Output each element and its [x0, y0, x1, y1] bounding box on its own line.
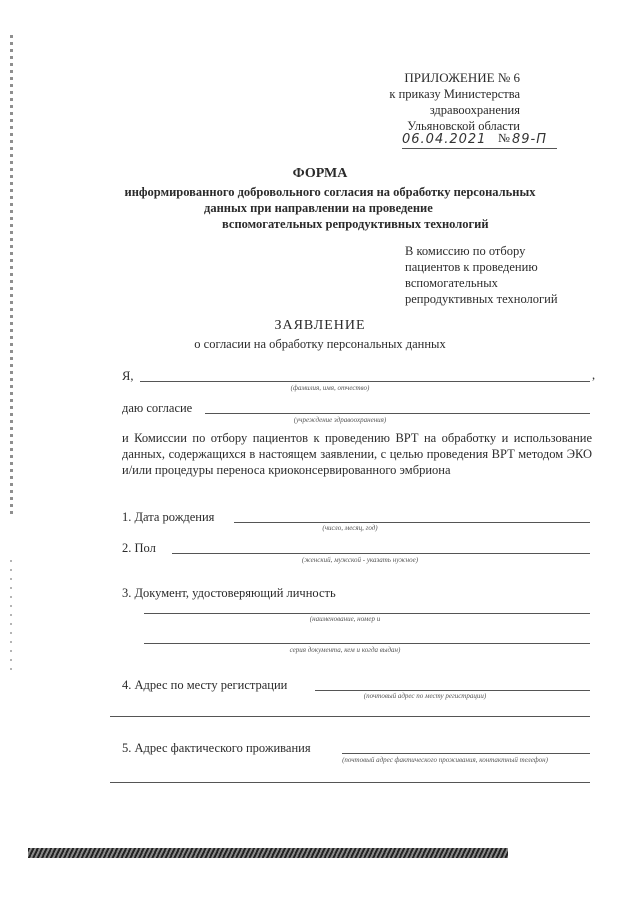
- sex-hint: (женский, мужской - указать нужное): [301, 556, 419, 564]
- id-document-hint-2: серия документа, кем и когда выдан): [289, 646, 401, 654]
- id-document-field[interactable]: [144, 613, 590, 614]
- scan-edge-mark: [10, 35, 13, 515]
- appendix-title: ПРИЛОЖЕНИЕ № 6: [404, 70, 520, 85]
- birth-date-field[interactable]: [234, 522, 590, 523]
- appendix-line: Ульяновской области: [407, 119, 520, 133]
- sex-label: 2. Пол: [122, 541, 156, 555]
- order-number: [512, 130, 557, 149]
- form-title: ФОРМА: [292, 166, 348, 181]
- commission-line: вспомогательных: [405, 276, 498, 290]
- appendix-block: [389, 70, 520, 134]
- sex-field[interactable]: [172, 553, 590, 554]
- form-subtitle-line: вспомогательных репродуктивных технологий: [222, 217, 489, 231]
- actual-address-field[interactable]: [342, 753, 590, 754]
- order-date-value: 06.04.2021: [402, 132, 487, 147]
- appendix-line: к приказу Министерства: [389, 87, 520, 101]
- appendix-line: здравоохранения: [429, 103, 520, 117]
- birth-date-hint: (число, месяц, год): [322, 524, 378, 532]
- registration-address-hint: (почтовый адрес по месту регистрации): [363, 692, 487, 700]
- scan-edge-mark: [10, 560, 12, 670]
- name-field[interactable]: [140, 381, 590, 382]
- order-number-value: 89-П: [512, 132, 548, 147]
- actual-address-label: 5. Адрес фактического проживания: [122, 741, 311, 755]
- actual-address-field-2[interactable]: [110, 782, 590, 783]
- consent-paragraph: и Комиссии по отбору пациентов к проведению ВРТ на обработку и использование данных, содержащихся в настоящем заявлении, с целью проведения ВРТ методом ЭКО и/или процедуры переноса криоконсервированного эмбриона: [122, 431, 592, 477]
- actual-address-hint: (почтовый адрес фактического проживания, контактный телефон): [342, 756, 548, 764]
- id-document-field-2[interactable]: [144, 643, 590, 644]
- id-document-label: 3. Документ, удостоверяющий личность: [122, 586, 336, 600]
- consent-field[interactable]: [205, 413, 590, 414]
- registration-address-label: 4. Адрес по месту регистрации: [122, 678, 288, 692]
- consent-hint: (учреждение здравоохранения): [293, 416, 387, 424]
- name-hint: (фамилия, имя, отчество): [290, 384, 370, 392]
- statement-title: ЗАЯВЛЕНИЕ: [274, 318, 366, 333]
- form-subtitle-line: информированного добровольного согласия на обработку персональных: [124, 185, 536, 199]
- commission-line: пациентов к проведению: [405, 260, 538, 274]
- name-label: Я,: [122, 369, 134, 383]
- commission-block: [405, 243, 558, 307]
- birth-date-label: 1. Дата рождения: [122, 510, 215, 524]
- form-subtitle-line: данных при направлении на проведение: [204, 201, 433, 215]
- registration-address-field[interactable]: [315, 690, 590, 691]
- consent-label: даю согласие: [122, 401, 193, 415]
- scan-bottom-strip: [28, 848, 508, 858]
- order-number-prefix: №: [498, 131, 510, 145]
- commission-line: В комиссию по отбору: [405, 244, 526, 258]
- registration-address-field-2[interactable]: [110, 716, 590, 717]
- statement-subtitle: о согласии на обработку персональных данных: [194, 337, 446, 351]
- id-document-hint: (наименование, номер и: [309, 615, 381, 623]
- commission-line: репродуктивных технологий: [405, 292, 558, 306]
